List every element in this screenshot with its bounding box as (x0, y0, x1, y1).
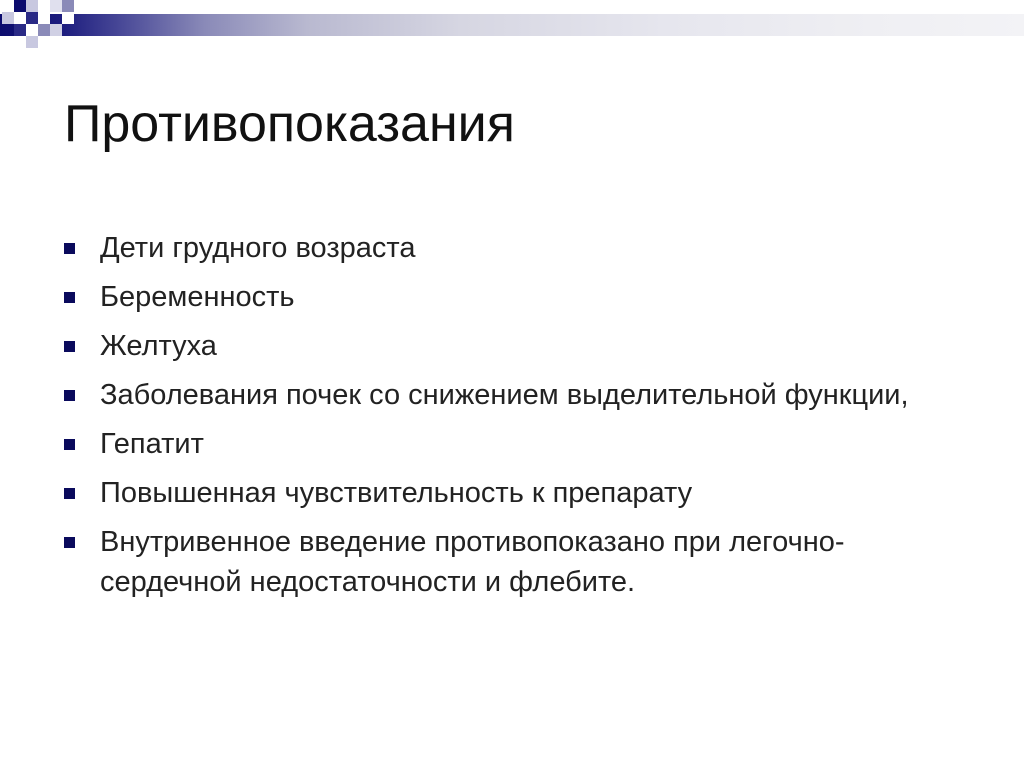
list-item-text: Гепатит (100, 428, 204, 460)
slide-title: Противопоказания (64, 95, 515, 153)
list-item (64, 228, 964, 268)
square-bullet-icon (64, 243, 75, 254)
header-band (0, 14, 1024, 36)
list-item-text: Беременность (100, 281, 295, 313)
list-item (64, 522, 964, 602)
list-item-text: Дети грудного возраста (100, 232, 416, 264)
square-bullet-icon (64, 292, 75, 303)
square-bullet-icon (64, 488, 75, 499)
list-item-text: Внутривенное введение противопоказано при легочно-сердечной недостаточности и флебите. (100, 526, 845, 598)
bullet-list (64, 228, 964, 611)
square-bullet-icon (64, 390, 75, 401)
list-item (64, 424, 964, 464)
square-bullet-icon (64, 439, 75, 450)
square-bullet-icon (64, 341, 75, 352)
list-item-text: Желтуха (100, 330, 217, 362)
list-item-text: Заболевания почек со снижением выделительной функции, (100, 379, 909, 411)
list-item (64, 326, 964, 366)
list-item (64, 375, 964, 415)
list-item (64, 277, 964, 317)
list-item-text: Повышенная чувствительность к препарату (100, 477, 693, 509)
list-item (64, 473, 964, 513)
square-bullet-icon (64, 537, 75, 548)
